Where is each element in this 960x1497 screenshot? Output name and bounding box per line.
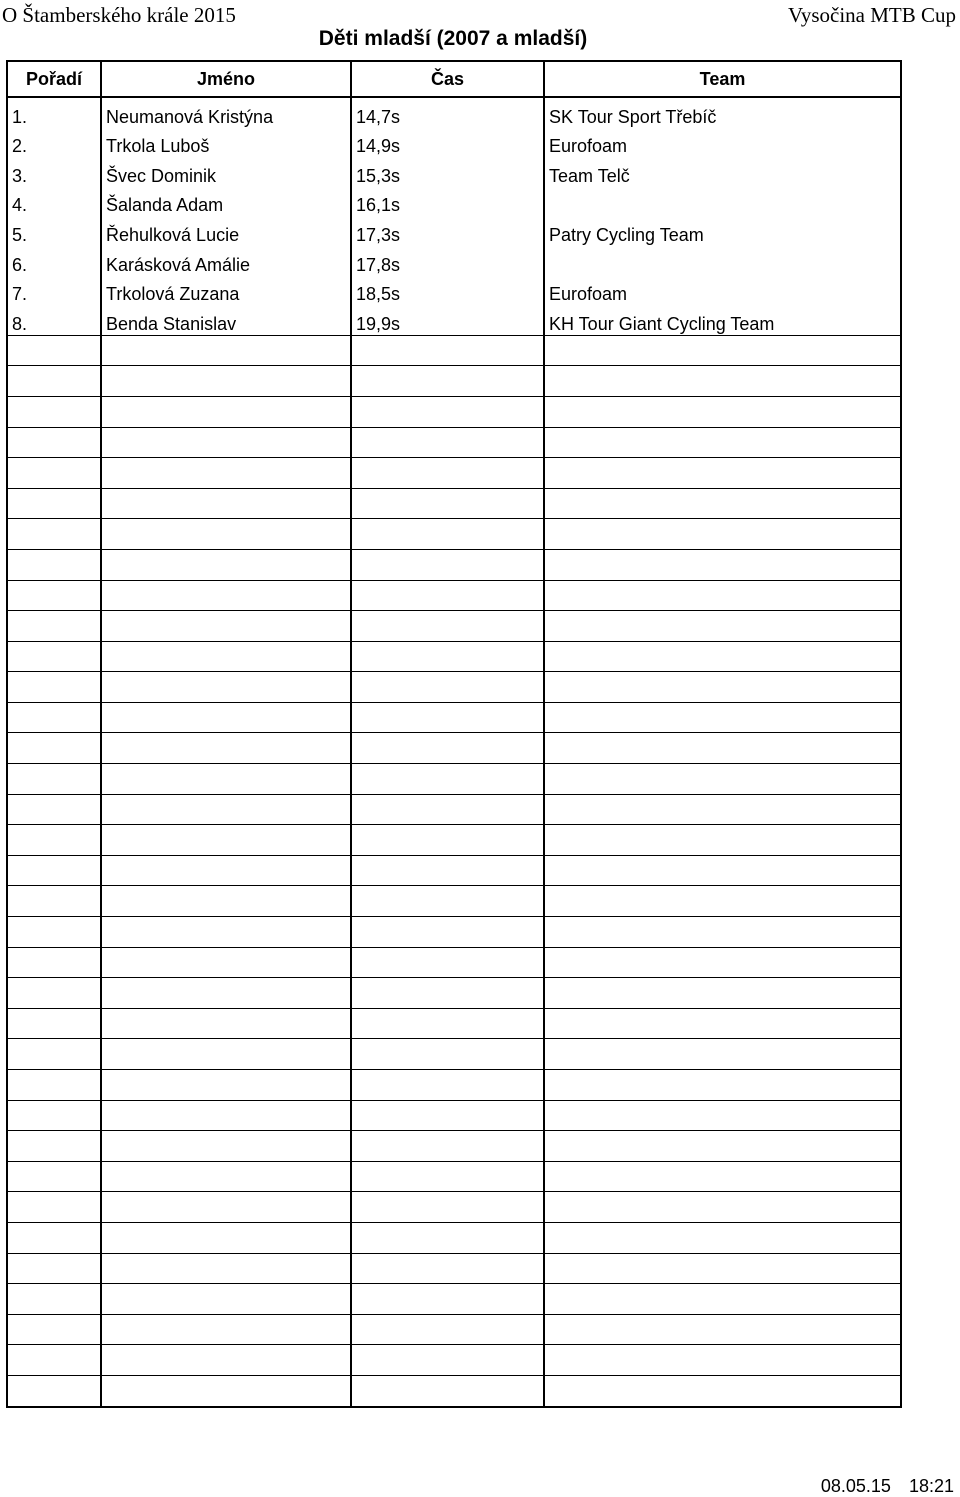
empty-cell bbox=[544, 947, 901, 978]
empty-cell bbox=[101, 427, 351, 458]
empty-row bbox=[7, 488, 901, 519]
category-title: Děti mladší (2007 a mladší) bbox=[318, 27, 588, 50]
empty-cell bbox=[351, 335, 544, 366]
empty-cell bbox=[101, 519, 351, 550]
empty-cell bbox=[7, 580, 101, 611]
empty-cell bbox=[351, 488, 544, 519]
team-cell: Eurofoam bbox=[544, 128, 901, 158]
empty-row bbox=[7, 1008, 901, 1039]
empty-cell bbox=[101, 1070, 351, 1101]
empty-cell bbox=[7, 1039, 101, 1070]
empty-row bbox=[7, 335, 901, 366]
rank-cell: 4. bbox=[7, 187, 101, 217]
empty-cell bbox=[101, 1039, 351, 1070]
team-cell: KH Tour Giant Cycling Team bbox=[544, 305, 901, 335]
empty-cell bbox=[351, 1314, 544, 1345]
empty-row bbox=[7, 1161, 901, 1192]
empty-row bbox=[7, 917, 901, 948]
empty-cell bbox=[101, 947, 351, 978]
empty-row bbox=[7, 794, 901, 825]
empty-cell bbox=[7, 1100, 101, 1131]
empty-row bbox=[7, 611, 901, 642]
empty-row bbox=[7, 1375, 901, 1406]
team-cell: Team Telč bbox=[544, 157, 901, 187]
empty-cell bbox=[544, 366, 901, 397]
empty-row bbox=[7, 1192, 901, 1223]
empty-cell bbox=[7, 733, 101, 764]
name-cell: Karásková Amálie bbox=[101, 246, 351, 276]
empty-cell bbox=[101, 1008, 351, 1039]
empty-cell bbox=[101, 1131, 351, 1162]
empty-cell bbox=[7, 1192, 101, 1223]
empty-cell bbox=[7, 917, 101, 948]
table-row bbox=[7, 157, 901, 187]
empty-cell bbox=[7, 549, 101, 580]
table-row bbox=[7, 128, 901, 158]
empty-cell bbox=[544, 1100, 901, 1131]
empty-cell bbox=[101, 794, 351, 825]
name-cell: Švec Dominik bbox=[101, 157, 351, 187]
rank-cell: 1. bbox=[7, 97, 101, 128]
column-header-team: Team bbox=[544, 61, 901, 97]
empty-cell bbox=[544, 488, 901, 519]
empty-cell bbox=[101, 396, 351, 427]
empty-cell bbox=[544, 1222, 901, 1253]
rank-cell: 6. bbox=[7, 246, 101, 276]
empty-cell bbox=[351, 396, 544, 427]
empty-cell bbox=[544, 1131, 901, 1162]
empty-cell bbox=[351, 1039, 544, 1070]
empty-cell bbox=[351, 917, 544, 948]
event-title: O Štamberského krále 2015 bbox=[2, 3, 236, 27]
table-row bbox=[7, 276, 901, 306]
empty-cell bbox=[351, 1284, 544, 1315]
empty-cell bbox=[351, 1070, 544, 1101]
empty-cell bbox=[7, 1070, 101, 1101]
empty-cell bbox=[101, 733, 351, 764]
empty-cell bbox=[351, 366, 544, 397]
team-cell bbox=[544, 187, 901, 217]
empty-cell bbox=[351, 1008, 544, 1039]
empty-row bbox=[7, 886, 901, 917]
name-cell: Benda Stanislav bbox=[101, 305, 351, 335]
empty-cell bbox=[544, 1253, 901, 1284]
empty-row bbox=[7, 1345, 901, 1376]
empty-cell bbox=[7, 1345, 101, 1376]
empty-cell bbox=[351, 1100, 544, 1131]
column-header-rank: Pořadí bbox=[7, 61, 101, 97]
empty-cell bbox=[101, 366, 351, 397]
time-cell: 16,1s bbox=[351, 187, 544, 217]
time-cell: 17,8s bbox=[351, 246, 544, 276]
empty-cell bbox=[544, 1039, 901, 1070]
empty-cell bbox=[101, 1284, 351, 1315]
empty-cell bbox=[101, 917, 351, 948]
rank-cell: 7. bbox=[7, 276, 101, 306]
empty-cell bbox=[544, 1070, 901, 1101]
empty-cell bbox=[351, 855, 544, 886]
empty-cell bbox=[351, 672, 544, 703]
empty-cell bbox=[351, 549, 544, 580]
empty-cell bbox=[101, 825, 351, 856]
empty-cell bbox=[351, 519, 544, 550]
empty-cell bbox=[7, 825, 101, 856]
empty-cell bbox=[544, 733, 901, 764]
empty-cell bbox=[351, 1161, 544, 1192]
empty-row bbox=[7, 672, 901, 703]
empty-cell bbox=[7, 641, 101, 672]
empty-cell bbox=[544, 794, 901, 825]
empty-row bbox=[7, 978, 901, 1009]
empty-cell bbox=[7, 488, 101, 519]
empty-cell bbox=[544, 1192, 901, 1223]
empty-cell bbox=[7, 1314, 101, 1345]
empty-cell bbox=[7, 1253, 101, 1284]
empty-cell bbox=[101, 1375, 351, 1406]
empty-cell bbox=[544, 1345, 901, 1376]
empty-cell bbox=[351, 978, 544, 1009]
empty-cell bbox=[544, 917, 901, 948]
name-cell: Trkola Luboš bbox=[101, 128, 351, 158]
empty-cell bbox=[544, 672, 901, 703]
empty-cell bbox=[101, 702, 351, 733]
empty-row bbox=[7, 825, 901, 856]
empty-row bbox=[7, 855, 901, 886]
empty-row bbox=[7, 702, 901, 733]
empty-cell bbox=[7, 702, 101, 733]
empty-cell bbox=[101, 855, 351, 886]
column-header-time: Čas bbox=[351, 61, 544, 97]
empty-cell bbox=[7, 855, 101, 886]
empty-row bbox=[7, 1314, 901, 1345]
time-cell: 14,9s bbox=[351, 128, 544, 158]
empty-row bbox=[7, 1100, 901, 1131]
empty-row bbox=[7, 1222, 901, 1253]
empty-cell bbox=[351, 1253, 544, 1284]
empty-cell bbox=[7, 978, 101, 1009]
empty-row bbox=[7, 549, 901, 580]
name-cell: Trkolová Zuzana bbox=[101, 276, 351, 306]
rank-cell: 5. bbox=[7, 216, 101, 246]
empty-cell bbox=[7, 427, 101, 458]
empty-cell bbox=[351, 580, 544, 611]
table-row bbox=[7, 97, 901, 128]
empty-row bbox=[7, 519, 901, 550]
empty-cell bbox=[101, 458, 351, 489]
empty-cell bbox=[7, 1008, 101, 1039]
empty-cell bbox=[101, 978, 351, 1009]
empty-cell bbox=[101, 1253, 351, 1284]
empty-cell bbox=[7, 1284, 101, 1315]
empty-row bbox=[7, 764, 901, 795]
empty-cell bbox=[544, 764, 901, 795]
empty-cell bbox=[544, 641, 901, 672]
team-cell: Eurofoam bbox=[544, 276, 901, 306]
empty-cell bbox=[351, 1222, 544, 1253]
empty-cell bbox=[7, 1131, 101, 1162]
time-cell: 19,9s bbox=[351, 305, 544, 335]
empty-cell bbox=[351, 764, 544, 795]
empty-cell bbox=[101, 549, 351, 580]
series-title: Vysočina MTB Cup bbox=[788, 3, 956, 27]
time-cell: 17,3s bbox=[351, 216, 544, 246]
empty-row bbox=[7, 1253, 901, 1284]
empty-row bbox=[7, 1284, 901, 1315]
empty-row bbox=[7, 427, 901, 458]
empty-cell bbox=[544, 427, 901, 458]
empty-cell bbox=[544, 458, 901, 489]
results-table bbox=[6, 60, 902, 1408]
empty-cell bbox=[351, 825, 544, 856]
empty-row bbox=[7, 396, 901, 427]
empty-cell bbox=[101, 335, 351, 366]
empty-cell bbox=[351, 1131, 544, 1162]
print-time: 18:21 bbox=[908, 1476, 954, 1496]
empty-cell bbox=[7, 886, 101, 917]
empty-cell bbox=[544, 855, 901, 886]
rank-cell: 2. bbox=[7, 128, 101, 158]
table-row bbox=[7, 246, 901, 276]
empty-cell bbox=[101, 1222, 351, 1253]
empty-row bbox=[7, 1131, 901, 1162]
empty-cell bbox=[101, 1192, 351, 1223]
empty-cell bbox=[7, 764, 101, 795]
empty-cell bbox=[101, 641, 351, 672]
empty-cell bbox=[101, 886, 351, 917]
empty-row bbox=[7, 1070, 901, 1101]
empty-cell bbox=[351, 886, 544, 917]
empty-cell bbox=[351, 1345, 544, 1376]
empty-cell bbox=[351, 1192, 544, 1223]
empty-cell bbox=[7, 1375, 101, 1406]
empty-cell bbox=[7, 611, 101, 642]
empty-cell bbox=[351, 794, 544, 825]
empty-cell bbox=[544, 1284, 901, 1315]
empty-cell bbox=[544, 549, 901, 580]
empty-cell bbox=[544, 1314, 901, 1345]
empty-cell bbox=[351, 702, 544, 733]
print-date: 08.05.15 bbox=[820, 1476, 891, 1496]
name-cell: Šalanda Adam bbox=[101, 187, 351, 217]
empty-cell bbox=[544, 335, 901, 366]
empty-cell bbox=[351, 641, 544, 672]
empty-cell bbox=[544, 519, 901, 550]
empty-cell bbox=[351, 947, 544, 978]
empty-cell bbox=[7, 335, 101, 366]
rank-cell: 3. bbox=[7, 157, 101, 187]
column-header-name: Jméno bbox=[101, 61, 351, 97]
empty-cell bbox=[101, 1314, 351, 1345]
empty-row bbox=[7, 641, 901, 672]
team-cell: SK Tour Sport Třebíč bbox=[544, 97, 901, 128]
empty-cell bbox=[544, 978, 901, 1009]
team-cell bbox=[544, 246, 901, 276]
table-row bbox=[7, 216, 901, 246]
empty-cell bbox=[544, 396, 901, 427]
empty-cell bbox=[101, 488, 351, 519]
empty-cell bbox=[7, 366, 101, 397]
empty-cell bbox=[351, 611, 544, 642]
empty-cell bbox=[7, 458, 101, 489]
empty-cell bbox=[351, 733, 544, 764]
empty-cell bbox=[101, 1100, 351, 1131]
empty-cell bbox=[101, 764, 351, 795]
print-timestamp bbox=[821, 1476, 954, 1497]
empty-row bbox=[7, 458, 901, 489]
empty-cell bbox=[544, 580, 901, 611]
empty-cell bbox=[7, 947, 101, 978]
empty-cell bbox=[544, 1008, 901, 1039]
empty-cell bbox=[7, 1222, 101, 1253]
empty-cell bbox=[7, 1161, 101, 1192]
empty-cell bbox=[544, 1375, 901, 1406]
empty-cell bbox=[7, 519, 101, 550]
empty-cell bbox=[7, 396, 101, 427]
empty-cell bbox=[7, 794, 101, 825]
time-cell: 14,7s bbox=[351, 97, 544, 128]
team-cell: Patry Cycling Team bbox=[544, 216, 901, 246]
time-cell: 15,3s bbox=[351, 157, 544, 187]
empty-cell bbox=[351, 427, 544, 458]
empty-cell bbox=[544, 886, 901, 917]
empty-cell bbox=[101, 580, 351, 611]
empty-cell bbox=[101, 611, 351, 642]
empty-cell bbox=[544, 1161, 901, 1192]
time-cell: 18,5s bbox=[351, 276, 544, 306]
empty-cell bbox=[544, 611, 901, 642]
empty-cell bbox=[101, 1161, 351, 1192]
name-cell: Řehulková Lucie bbox=[101, 216, 351, 246]
table-row bbox=[7, 187, 901, 217]
empty-cell bbox=[351, 1375, 544, 1406]
name-cell: Neumanová Kristýna bbox=[101, 97, 351, 128]
table-header-row bbox=[7, 61, 901, 97]
empty-cell bbox=[544, 702, 901, 733]
empty-row bbox=[7, 1039, 901, 1070]
empty-cell bbox=[351, 458, 544, 489]
rank-cell: 8. bbox=[7, 305, 101, 335]
empty-row bbox=[7, 366, 901, 397]
empty-cell bbox=[101, 1345, 351, 1376]
empty-cell bbox=[544, 825, 901, 856]
empty-row bbox=[7, 580, 901, 611]
empty-row bbox=[7, 733, 901, 764]
empty-row bbox=[7, 947, 901, 978]
table-row bbox=[7, 305, 901, 335]
empty-cell bbox=[101, 672, 351, 703]
empty-cell bbox=[7, 672, 101, 703]
